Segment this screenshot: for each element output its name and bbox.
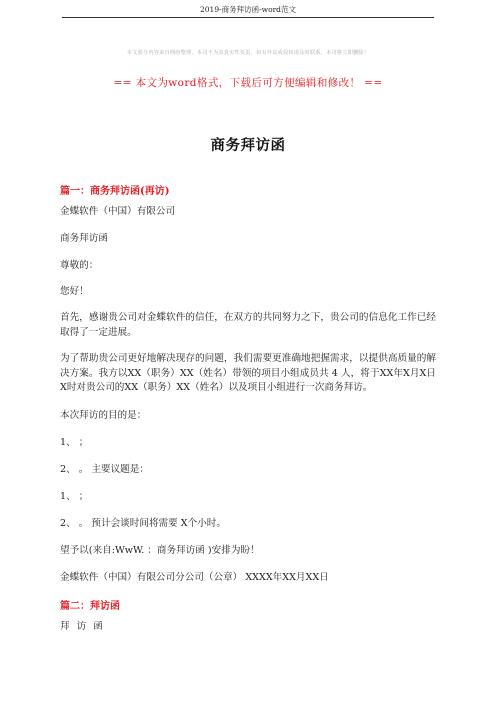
paragraph-2: 为了帮助贵公司更好地解决现存的问题，我们需要更准确地把握需求，以提供高质量的解决方案。我方以XX（职务）XX（姓名）带领的项目小组成员共 4 人，将于XX年X月X日X时对贵公司的XX（职务）XX（姓名）以及项目小组进行一次商务拜访。 <box>60 353 436 394</box>
purpose-item-2: 2、 。 主要议题是： <box>60 464 149 475</box>
signature-line: 金蝶软件（中国）有限公司分公司（公章） XXXX年XX月XX日 <box>60 572 329 583</box>
company-name: 金蝶软件（中国）有限公司 <box>60 206 176 217</box>
closing-line: 望予以(来自:WwW. ：商务拜访函 )安排为盼！ <box>60 545 260 556</box>
disclaimer-text: 本文部分内容来自网络整理，本司不为其真实性负责，如有异议或侵权请及时联系，本司将立即删除！ <box>126 50 370 56</box>
purpose-item-1: 1、 ； <box>60 437 89 448</box>
letter-subject: 商务拜访函 <box>60 233 108 244</box>
page-header-title: 2019-商务拜访函-word范文 <box>200 5 296 14</box>
section-2-subject: 拜 访 函 <box>60 621 105 632</box>
topic-item-1: 1、 ； <box>60 491 89 502</box>
salutation: 尊敬的： <box>60 260 99 271</box>
purpose-intro: 本次拜访的目的是： <box>60 410 147 421</box>
topic-item-2: 2、 。 预计会谈时间将需要 X个小时。 <box>60 518 226 529</box>
greeting: 您好！ <box>60 286 89 297</box>
format-notice: == 本文为word格式，下载后可方便编辑和修改！ == <box>113 77 383 89</box>
paragraph-1: 首先，感谢贵公司对金蝶软件的信任，在双方的共同努力之下，贵公司的信息化工作已经取得了一定进展。 <box>60 312 436 338</box>
section-heading-2: 篇二：拜访函 <box>60 601 120 612</box>
section-heading-1: 篇一：商务拜访函(再访) <box>60 186 170 197</box>
document-title: 商务拜访函 <box>210 137 286 154</box>
header-divider <box>62 17 434 18</box>
